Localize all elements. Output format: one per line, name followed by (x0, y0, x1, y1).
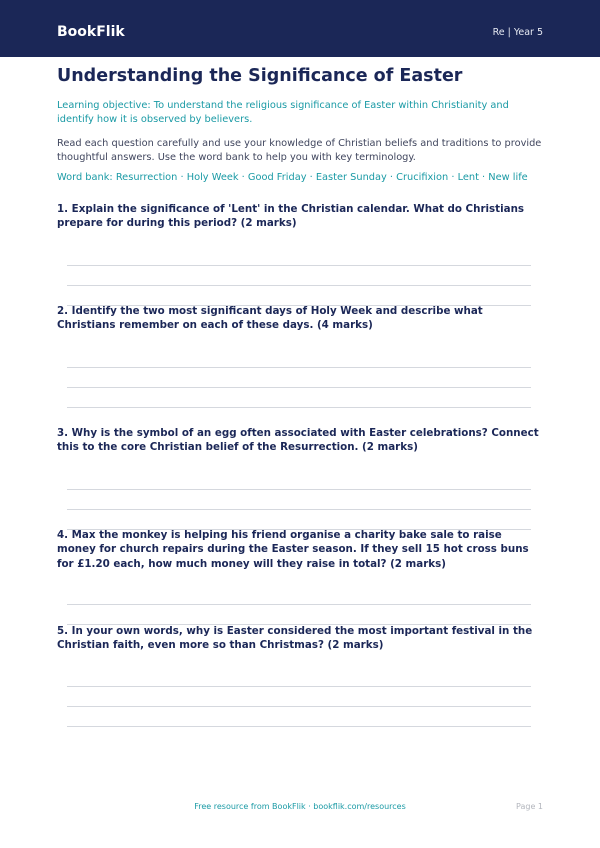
answer-line[interactable] (67, 489, 531, 490)
learning-objective: Learning objective: To understand the religious significance of Easter within Christianity and identify how it is observed by believers. (57, 100, 509, 125)
answer-line[interactable] (67, 407, 531, 408)
answer-line[interactable] (67, 285, 531, 286)
answer-line[interactable] (67, 604, 531, 605)
answer-line[interactable] (67, 265, 531, 266)
question-2: 2. Identify the two most significant days of Holy Week and describe what Christians remember on each of these days. (4 marks) (57, 305, 483, 332)
question-3: 3. Why is the symbol of an egg often associated with Easter celebrations? Connect this to the core Christian belief of the Resurrection. (2 marks) (57, 427, 539, 454)
page-number: Page 1 (516, 802, 543, 811)
answer-line[interactable] (67, 706, 531, 707)
question-4: 4. Max the monkey is helping his friend organise a charity bake sale to raise money for church repairs during the Easter season. If they sell 15 hot cross buns for £1.20 each, how much money will they raise in total? (2 marks) (57, 529, 529, 570)
footer-credit: Free resource from BookFlik · bookflik.com/resources (194, 802, 406, 811)
question-1: 1. Explain the significance of 'Lent' in the Christian calendar. What do Christians prepare for during this period? (2 marks) (57, 203, 525, 230)
answer-line[interactable] (67, 509, 531, 510)
subject-year-label: Re | Year 5 (492, 27, 543, 38)
page-title: Understanding the Significance of Easter (57, 66, 463, 86)
question-5: 5. In your own words, why is Easter considered the most important festival in the Christian faith, even more so than Christmas? (2 marks) (57, 625, 533, 652)
answer-line[interactable] (67, 387, 531, 388)
brand-logo: BookFlik (57, 24, 125, 40)
answer-line[interactable] (67, 726, 531, 727)
page-header (0, 0, 600, 57)
word-bank: Word bank: Resurrection · Holy Week · Good Friday · Easter Sunday · Crucifixion · Lent · New life (57, 172, 528, 183)
answer-line[interactable] (67, 686, 531, 687)
instructions: Read each question carefully and use your knowledge of Christian beliefs and traditions to provide thoughtful answers. Use the word bank to help you with key terminology. (57, 138, 542, 163)
answer-line[interactable] (67, 367, 531, 368)
